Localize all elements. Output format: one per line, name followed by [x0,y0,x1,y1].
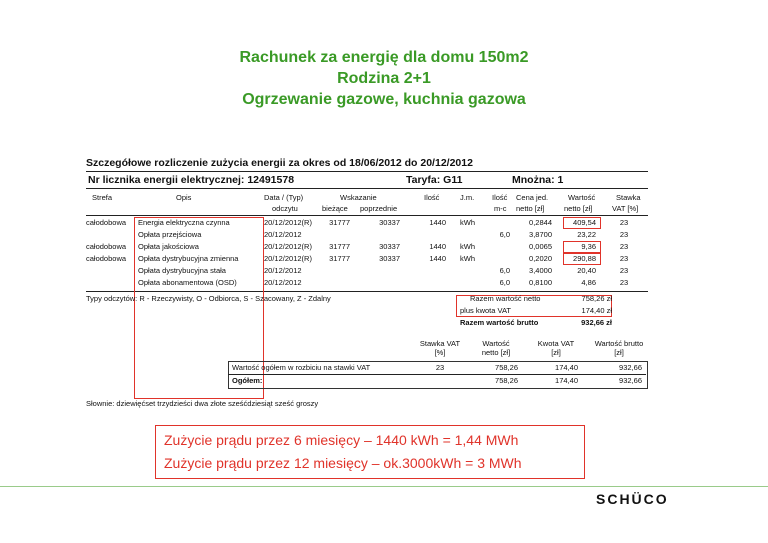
bill-cell-biezace: 31777 [329,254,350,263]
title-line-2: Rodzina 2+1 [337,70,431,87]
col-ilosc-mc-2: m-c [494,204,507,213]
vat-total-row-vat: 174,40 [555,376,578,385]
col-ilosc: Ilość [424,193,440,202]
bill-cell-strefa: całodobowa [86,254,127,263]
table-top-line [86,188,648,189]
bill-cell-poprzednie: 30337 [379,254,400,263]
col-wskazanie: Wskazanie [340,193,377,202]
amount-in-words: Słownie: dziewięćset trzydzieści dwa złote sześćdziesiąt sześć groszy [86,399,319,408]
bill-cell-vat: 23 [619,254,629,263]
scanned-bill [82,155,662,415]
bill-cell-vat: 23 [619,218,629,227]
vat-total-row-label: Ogółem: [232,376,263,385]
bill-cell-cena: 3,4000 [529,266,552,275]
gross-total-label: Razem wartość brutto [460,318,539,327]
col-ilosc-mc: Ilość [492,193,508,202]
bill-cell-opis: Opłata dystrybucyjna zmienna [138,254,239,263]
vat-table-header-gross: Wartość brutto [zł] [594,339,644,357]
bill-cell-mc: 6,0 [499,230,510,239]
bill-cell-vat: 23 [619,242,629,251]
title-line-3: Ogrzewanie gazowe, kuchnia gazowa [242,91,526,108]
vat-table-header-rate: Stawka VAT [%] [419,339,461,357]
vat-table-header-vat: Kwota VAT [zł] [537,339,575,357]
col-cena-2: netto [zł] [516,204,545,213]
bill-cell-cena: 0,2844 [529,218,552,227]
bill-cell-cena: 0,0065 [529,242,552,251]
col-biezace: bieżące [322,204,348,213]
bill-cell-wartosc: 9,36 [581,242,596,251]
bill-cell-data: 20/12/2012(R) [264,242,312,251]
bill-cell-jm: kWh [460,254,475,263]
col-stawka: Stawka [616,193,641,202]
vat-total-label: plus kwota VAT [460,306,511,315]
header-line [86,171,648,172]
bill-cell-mc: 6,0 [499,266,510,275]
col-stawka-2: VAT [%] [612,204,639,213]
header-bottom-line [86,215,648,216]
col-wartosc-2: netto [zł] [564,204,593,213]
bill-cell-opis: Opłata dystrybucyjna stała [138,266,226,275]
footer-divider [0,486,768,487]
vat-table-header-net: Wartość netto [zł] [481,339,511,357]
bill-cell-mc: 6,0 [499,278,510,287]
net-total-label: Razem wartość netto [470,294,541,303]
bill-cell-wartosc: 4,86 [581,278,596,287]
vat-row-label: Wartość ogółem w rozbiciu na stawki VAT [232,363,371,372]
col-cena: Cena jed. [516,193,549,202]
schuco-logo: SCHÜCO [596,491,669,507]
bill-cell-biezace: 31777 [329,242,350,251]
bill-cell-wartosc: 20,40 [577,266,596,275]
col-opis: Opis [176,193,192,202]
bill-cell-wartosc: 409,54 [573,218,596,227]
vat-row-vat: 174,40 [555,363,578,372]
value-highlight-3 [563,253,601,265]
col-poprzednie: poprzednie [360,204,398,213]
vat-total-row-net: 758,26 [495,376,518,385]
net-total-value: 758,26 zł [581,294,612,303]
bill-cell-wartosc: 290,88 [573,254,596,263]
bill-cell-data: 20/12/2012 [264,266,302,275]
bill-heading: Szczegółowe rozliczenie zużycia energii za okres od 18/06/2012 do 20/12/2012 [86,157,473,169]
bill-cell-jm: kWh [460,242,475,251]
bill-cell-strefa: całodobowa [86,242,127,251]
bill-cell-vat: 23 [619,266,629,275]
col-strefa: Strefa [92,193,113,202]
bill-cell-data: 20/12/2012 [264,278,302,287]
bill-cell-ilosc: 1440 [429,242,446,251]
col-data: Data / (Typ) [264,193,304,202]
bill-cell-strefa: całodobowa [86,218,127,227]
usage-note-box [155,425,585,479]
col-wartosc: Wartość [568,193,596,202]
bill-cell-vat: 23 [619,230,629,239]
vat-total-value: 174,40 zł [581,306,612,315]
vat-row-net: 758,26 [495,363,518,372]
usage-6-months: Zużycie prądu przez 6 miesięcy – 1440 kWh = 1,44 MWh [164,432,519,448]
col-data-2: odczytu [272,204,298,213]
bill-cell-opis: Opłata jakościowa [138,242,199,251]
vat-row-rate: 23 [435,363,445,372]
multiplier: Mnożna: 1 [512,174,564,186]
meter-number: Nr licznika energii elektrycznej: 12491578 [88,174,295,186]
bill-cell-data: 20/12/2012(R) [264,254,312,263]
value-highlight-2 [563,241,601,253]
bill-cell-wartosc: 23,22 [577,230,596,239]
bill-cell-opis: Energia elektryczna czynna [138,218,230,227]
bill-cell-vat: 23 [619,278,629,287]
vat-total-row-gross: 932,66 [619,376,642,385]
title-line-1: Rachunek za energię dla domu 150m2 [239,49,529,66]
bill-cell-data: 20/12/2012(R) [264,218,312,227]
reading-types-legend: Typy odczytów: R - Rzeczywisty, O - Odbiorca, S - Szacowany, Z - Zdalny [86,294,331,303]
bill-cell-opis: Opłata przejściowa [138,230,202,239]
usage-12-months: Zużycie prądu przez 12 miesięcy – ok.3000kWh = 3 MWh [164,455,522,471]
vat-summary-divider [228,374,646,375]
vat-row-gross: 932,66 [619,363,642,372]
tariff: Taryfa: G11 [406,174,463,186]
bill-cell-ilosc: 1440 [429,218,446,227]
gross-total-value: 932,66 zł [581,318,612,327]
bill-cell-ilosc: 1440 [429,254,446,263]
bill-cell-cena: 0,2020 [529,254,552,263]
bill-cell-biezace: 31777 [329,218,350,227]
bill-cell-poprzednie: 30337 [379,218,400,227]
bill-cell-jm: kWh [460,218,475,227]
bill-cell-opis: Opłata abonamentowa (OSD) [138,278,237,287]
bill-cell-cena: 0,8100 [529,278,552,287]
bill-cell-cena: 3,8700 [529,230,552,239]
bill-cell-data: 20/12/2012 [264,230,302,239]
bill-cell-poprzednie: 30337 [379,242,400,251]
col-jm: J.m. [460,193,475,202]
value-highlight-1 [563,217,601,229]
